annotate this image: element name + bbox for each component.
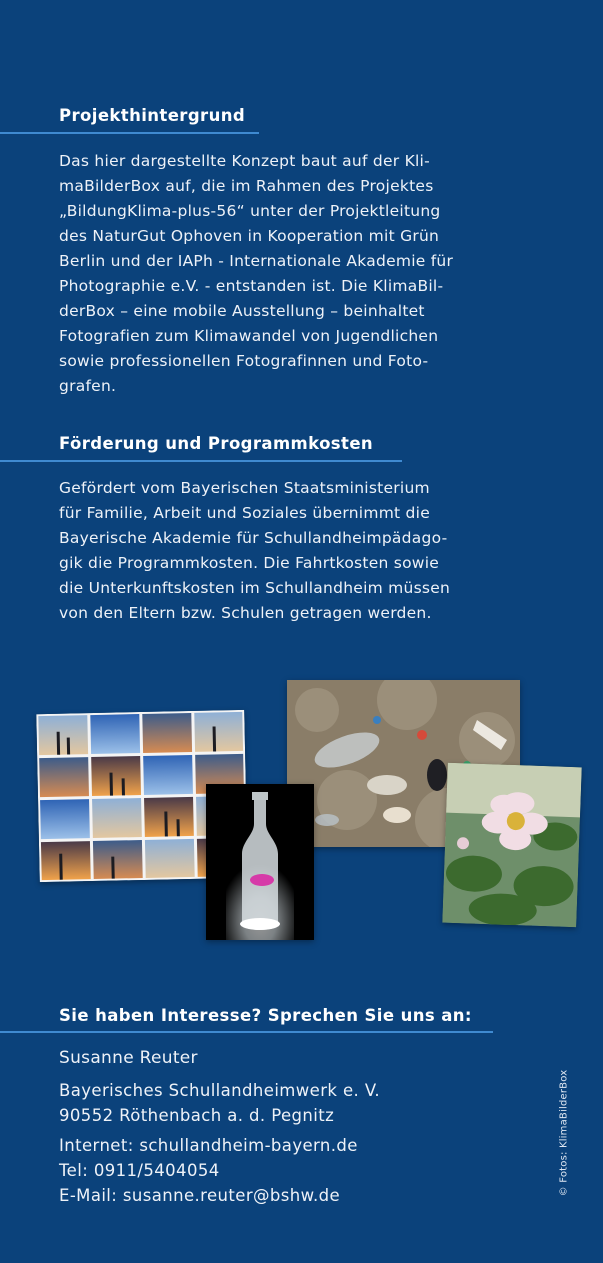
section-text-foerderung: Gefördert vom Bayerischen Staatsministerium für Familie, Arbeit und Soziales übernimmt die Bayerische Akademie für Schullandheimpädago- gik die Programmkosten. Die Fahrtkosten sowie die Unterkunftskosten im Schullandheim müssen von den Eltern bzw. Schulen getragen werden. xyxy=(59,479,451,622)
contact-address: Bayerisches Schullandheimwerk e. V. 90552 Röthenbach a. d. Pegnitz xyxy=(59,1081,381,1125)
photo-credit: © Fotos: KlimaBilderBox xyxy=(558,1069,570,1197)
contact-name: Susanne Reuter xyxy=(59,1048,198,1068)
contact-details: Internet: schullandheim-bayern.de Tel: 0911/5404054 E-Mail: susanne.reuter@bshw.de xyxy=(59,1136,358,1205)
photo-glowing-bottle xyxy=(206,784,314,940)
section-heading-projekthintergrund: Projekthintergrund xyxy=(59,106,246,125)
section-heading-foerderung: Förderung und Programmkosten xyxy=(59,434,374,453)
contact-heading: Sie haben Interesse? Sprechen Sie uns an: xyxy=(59,1006,472,1025)
photo-flower xyxy=(442,763,582,928)
heading-underline xyxy=(0,460,402,462)
section-text-projekthintergrund: Das hier dargestellte Konzept baut auf der Kli- maBilderBox auf, die im Rahmen des Projektes „BildungKlima-plus-56“ unter der Projektleitung des NaturGut Ophoven in Kooperation mit Grün Berlin und der IAPh - Internationale Akademie für Photographie e.V. - entstanden ist. Die KlimaBil- derBox – eine mobile Ausstellung – beinhaltet Fotografien zum Klimawandel von Jugendlichen sowie professionellen Fotografinnen und Foto- grafen. xyxy=(59,152,454,395)
heading-underline xyxy=(0,1031,493,1033)
heading-underline xyxy=(0,132,259,134)
